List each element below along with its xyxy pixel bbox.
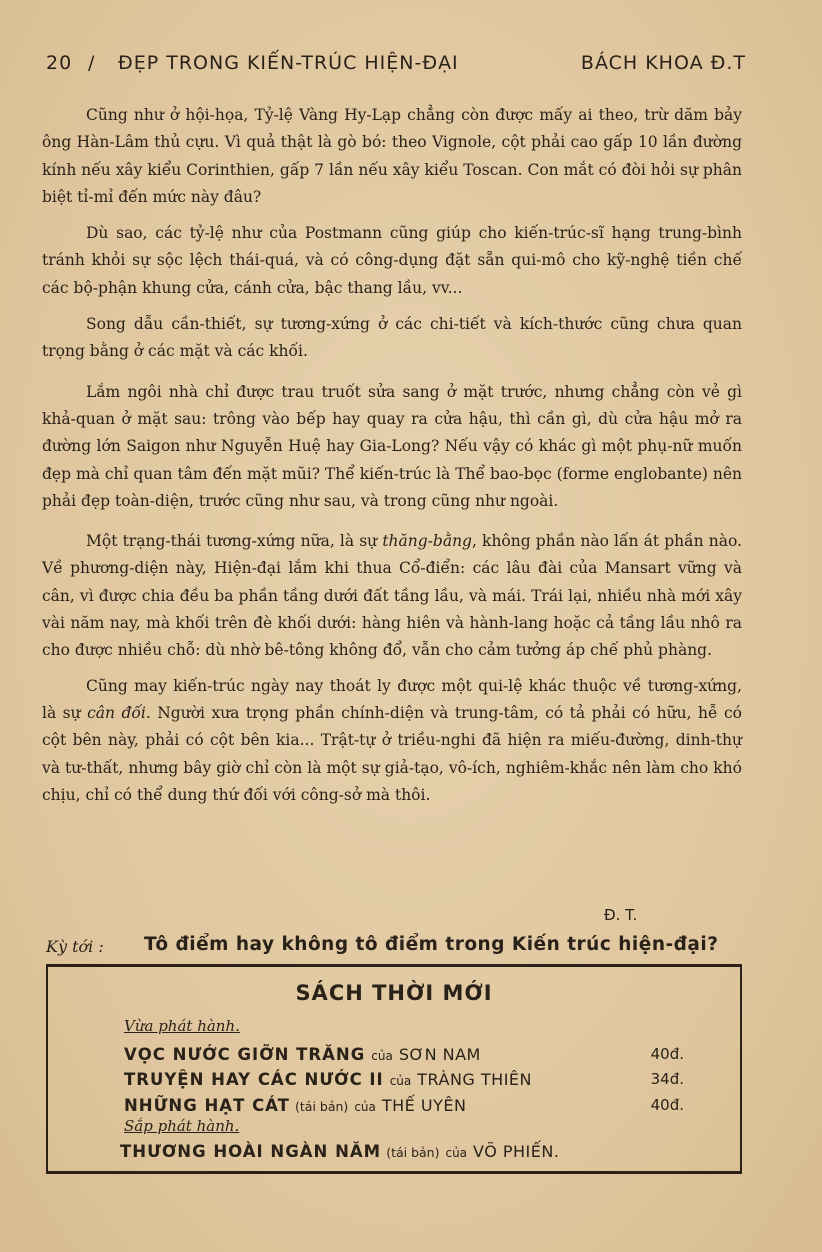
book-price: 34đ.	[650, 1070, 684, 1088]
paragraph	[42, 528, 742, 664]
book-author: TRÀNG THIÊN	[417, 1070, 533, 1089]
paragraph: Dù sao, các tỷ-lệ như của Postmann cũng giúp cho kiến-trúc-sĩ hạng trung-bình tránh khỏi sự sộc lệch thái-quá, và có công-dụng đặt sẵn qui-mô cho kỹ-nghệ tiền chế các bộ-phận khung cửa, cánh cửa, bậc thang lầu, vv...	[42, 224, 742, 297]
paragraph-text: Cũng may kiến-trúc ngày nay thoát ly được một qui-lệ khác thuộc về tương-xứng, là sự	[42, 676, 742, 722]
book-note: (tái bản)	[295, 1099, 349, 1114]
by-word: của	[389, 1074, 412, 1088]
released-label: Vừa phát hành.	[124, 1017, 240, 1035]
advert-title: SÁCH THỜI MỚI	[295, 981, 493, 1005]
page-number: 20	[46, 52, 73, 74]
book-price: 40đ.	[650, 1096, 684, 1114]
book-price: 40đ.	[650, 1045, 684, 1063]
book-author: VÕ PHIẾN.	[473, 1142, 560, 1161]
paragraph: Song dẫu cần-thiết, sự tương-xứng ở các chi-tiết và kích-thước cũng chưa quan trọng bằng ở các mặt và các khối.	[42, 315, 742, 361]
book-note: (tái bản)	[386, 1145, 440, 1160]
author-signature: Đ. T.	[604, 906, 638, 924]
by-word: của	[445, 1146, 468, 1160]
paragraph-text: , không phần nào lấn át phần nào. Về phương-diện này, Hiện-đại lắm khi thua Cổ-điển: các lâu đài của Mansart vững và cân, vì được chia đều ba phần tầng dưới đất tầng lầu, và mái. Trái lại, nhiều nhà mới xây vài năm nay, mà khối trên đè khối dưới: hàng hiên và hành-lang hoặc cả tầng lầu nhô ra cho được nhiều chỗ: dù nhờ bê-tông không đổ, vẫn cho cảm tưởng áp chế phủ phàng.	[42, 532, 742, 660]
book-author: SƠN NAM	[398, 1045, 481, 1064]
book-title: NHỮNG HẠT CÁT	[124, 1096, 290, 1115]
paragraph: Lắm ngôi nhà chỉ được trau truốt sửa sang ở mặt trước, nhưng chẳng còn vẻ gì khả-quan ở mặt sau: trông vào bếp hay quay ra cửa hậu, thì cần gì, dù cửa hậu mở ra đường lớn Saigon như Nguyễn Huệ hay Gia-Long? Nếu vậy có khác gì một phụ-nữ muốn đẹp mà chỉ quan tâm đến mặt mũi? Thể kiến-trúc là Thể bao-bọc (forme englobante) nên phải đẹp toàn-diện, trước cũng như sau, và trong cũng như ngoài.	[42, 382, 742, 510]
emphasis-text: cân đối	[87, 703, 146, 722]
header-separator: /	[88, 52, 96, 74]
book-title: TRUYỆN HAY CÁC NƯỚC II	[124, 1070, 384, 1089]
book-entry	[124, 1045, 684, 1069]
new-books-advert	[46, 964, 742, 1174]
book-author: THẾ UYÊN	[381, 1096, 467, 1115]
emphasis-text: thăng-bằng	[382, 532, 472, 551]
next-issue-label: Kỳ tới :	[46, 937, 104, 956]
book-title: THƯƠNG HOÀI NGÀN NĂM	[120, 1142, 382, 1161]
paragraph	[42, 673, 742, 809]
journal-name: BÁCH KHOA Đ.T	[580, 52, 746, 74]
article-title: ĐẸP TRONG KIẾN-TRÚC HIỆN-ĐẠI	[118, 52, 459, 74]
next-issue-title: Tô điểm hay không tô điểm trong Kiến trúc hiện-đại?	[144, 934, 719, 955]
page-header	[46, 52, 746, 82]
paragraph-text: Một trạng-thái tương-xứng nữa, là sự	[86, 532, 383, 551]
book-entry	[120, 1142, 680, 1166]
by-word: của	[354, 1100, 376, 1114]
upcoming-label: Sắp phát hành.	[124, 1117, 240, 1135]
by-word: của	[371, 1049, 393, 1063]
article-body	[42, 102, 742, 809]
next-issue-notice	[46, 934, 746, 964]
paragraph: Cũng như ở hội-họa, Tỷ-lệ Vàng Hy-Lạp chẳng còn được mấy ai theo, trừ dăm bảy ông Hàn-Lâm thủ cựu. Vì quả thật là gò bó: theo Vignole, cột phải cao gấp 10 lần đường kính nếu xây kiểu Corinthien, gấp 7 lần nếu xây kiểu Toscan. Con mắt có đòi hỏi sự phân biệt tỉ-mỉ đến mức này đâu?	[42, 106, 742, 206]
book-title: VỌC NƯỚC GIỠN TRĂNG	[124, 1045, 366, 1064]
paragraph-text: . Người xưa trọng phần chính-diện và trung-tâm, có tả phải có hữu, hễ có cột bên này, phải có cột bên kia... Trật-tự ở triều-nghi đã hiện ra miếu-đường, dinh-thự và tư-thất, nhưng bây giờ chỉ còn là một sự giả-tạo, vô-ích, nghiêm-khắc nên làm cho khó chịu, chỉ có thể dung thứ đối với công-sở mà thôi.	[42, 703, 742, 804]
book-entry	[124, 1070, 684, 1094]
